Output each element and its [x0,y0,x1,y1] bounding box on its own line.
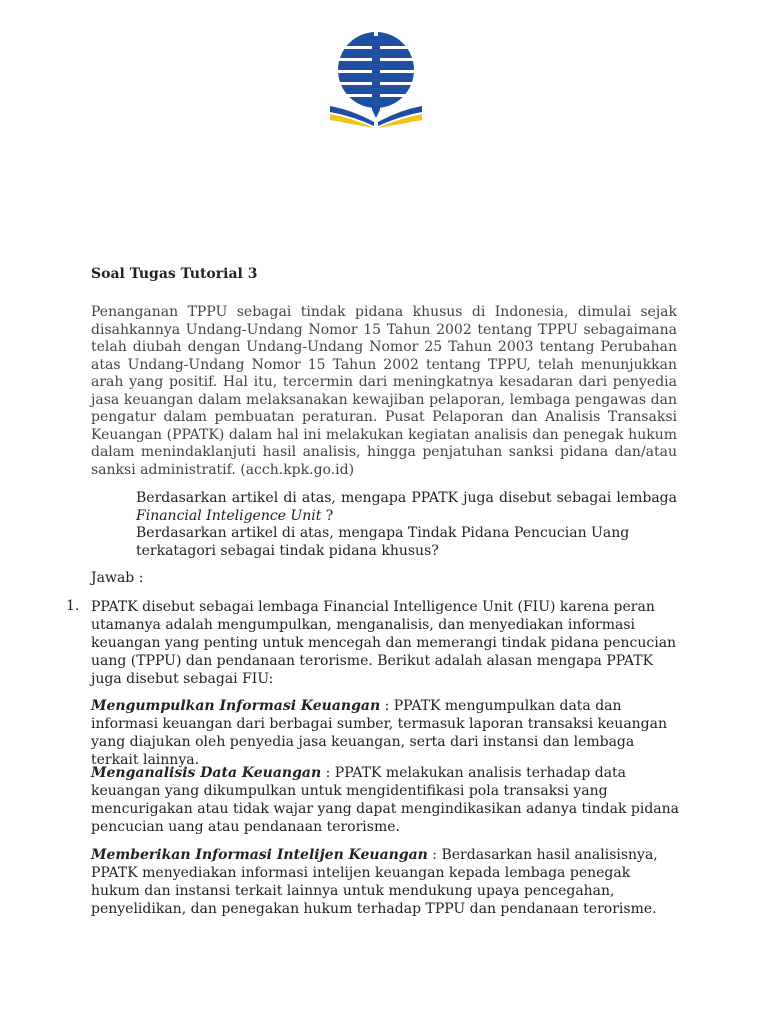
answer-label: Jawab : [91,570,144,586]
university-logo-icon [328,32,424,128]
intro-paragraph: Penanganan TPPU sebagai tindak pidana khusus di Indonesia, dimulai sejak disahkannya Undang-Undang Nomor 15 Tahun 2002 tentang TPPU sebagaimana telah diubah dengan Undang-Undang Nomor 25 Tahun 2003 tentang Perubahan atas Undang-Undang Nomor 15 Tahun 2002 tentang TPPU, telah menunjukkan arah yang positif. Hal itu, tercermin dari meningkatnya kesadaran dari penyedia jasa keuangan dalam melaksanakan kewajiban pelaporan, lembaga pengawas dan pengatur dalam pembuatan peraturan. Pusat Pelaporan dan Analisis Transaksi Keuangan (PPATK) dalam hal ini melakukan kegiatan analisis dan penegak hukum dalam menindaklanjuti hasil analisis, hingga penjatuhan sanksi pidana dan/atau sanksi administratif. (acch.kpk.go.id) [91,304,677,478]
question-1: Berdasarkan artikel di atas, mengapa PPATK juga disebut sebagai lembaga Financial Inteligence Unit ? [136,490,677,524]
question-list [136,490,677,560]
answer-point: Menganalisis Data Keuangan : PPATK melakukan analisis terhadap data keuangan yang dikumpulkan untuk mengidentifikasi pola transaksi yang mencurigakan atau tidak wajar yang dapat mengindikasikan adanya tindak pidana pencucian uang atau pendanaan terorisme. [91,765,679,835]
question-2: Berdasarkan artikel di atas, mengapa Tindak Pidana Pencucian Uang terkatagori sebagai tindak pidana khusus? [136,525,630,559]
answer-point: Mengumpulkan Informasi Keuangan : PPATK mengumpulkan data dan informasi keuangan dari berbagai sumber, termasuk laporan transaksi keuangan yang diajukan oleh penyedia jasa keuangan, serta dari instansi dan lembaga terkait lainnya. [91,698,668,768]
answer-lead: PPATK disebut sebagai lembaga Financial Intelligence Unit (FIU) karena peran utamanya adalah mengumpulkan, menganalisis, dan menyediakan informasi keuangan yang penting untuk mencegah dan memerangi tindak pidana pencucian uang (TPPU) dan pendanaan terorisme. Berikut adalah alasan mengapa PPATK juga disebut sebagai FIU: [91,599,677,687]
answer-number: 1. [66,598,80,614]
page-title: Soal Tugas Tutorial 3 [91,266,258,282]
answer-point: Memberikan Informasi Intelijen Keuangan : Berdasarkan hasil analisisnya, PPATK menyediakan informasi intelijen keuangan kepada lembaga penegak hukum dan instansi terkait lainnya untuk mendukung upaya pencegahan, penyelidikan, dan penegakan hukum terhadap TPPU dan pendanaan terorisme. [91,847,658,917]
